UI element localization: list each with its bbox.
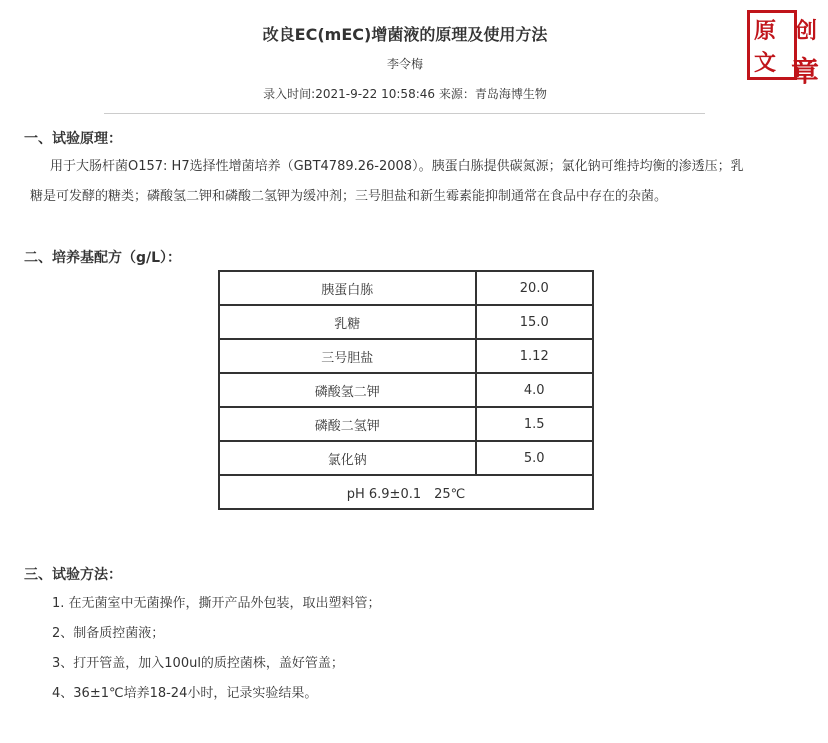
stamp-char-1: 原 — [754, 18, 777, 44]
table-row — [219, 339, 593, 373]
method-step: 1. 在无菌室中无菌操作，撕开产品外包装，取出塑料管； — [52, 596, 381, 611]
formula-table — [218, 270, 594, 510]
stamp-char-4: 章 — [791, 55, 820, 88]
principle-line-1: 用于大肠杆菌O157: H7选择性增菌培养（GBT4789.26-2008）。胰蛋白胨提供碳氮源；氯化钠可维持均衡的渗透压；乳 — [50, 159, 744, 174]
ingredient-value: 1.5 — [476, 407, 593, 441]
table-row — [219, 441, 593, 475]
section-heading-method: 三、试验方法： — [24, 567, 122, 583]
table-row — [219, 271, 593, 305]
section-heading-formula: 二、培养基配方（g/L）： — [24, 250, 182, 266]
article-author: 李令梅 — [386, 57, 423, 71]
ingredient-value: 20.0 — [476, 271, 593, 305]
section-heading-principle: 一、试验原理： — [24, 131, 122, 147]
ingredient-name: 乳糖 — [219, 305, 476, 339]
ingredient-name: 胰蛋白胨 — [219, 271, 476, 305]
method-step: 3、打开管盖，加入100ul的质控菌株，盖好管盖； — [52, 656, 344, 671]
ingredient-name: 磷酸二氢钾 — [219, 407, 476, 441]
principle-line-2: 糖是可发酵的糖类；磷酸氢二钾和磷酸二氢钾为缓冲剂；三号胆盐和新生霉素能抑制通常在食品中存在的杂菌。 — [30, 189, 668, 204]
original-article-stamp — [743, 4, 821, 90]
article-meta: 录入时间:2021-9-22 10:58:46 来源：青岛海博生物 — [263, 87, 547, 101]
ingredient-name: 磷酸氢二钾 — [219, 373, 476, 407]
ingredient-value: 1.12 — [476, 339, 593, 373]
article-title: 改良EC(mEC)增菌液的原理及使用方法 — [262, 25, 548, 44]
header-divider — [104, 113, 705, 114]
table-row — [219, 475, 593, 509]
table-row — [219, 305, 593, 339]
ingredient-name: 氯化钠 — [219, 441, 476, 475]
method-step: 2、制备质控菌液； — [52, 626, 165, 641]
stamp-char-3: 文 — [754, 50, 777, 76]
ph-footer-cell: pH 6.9±0.1 25℃ — [219, 475, 593, 509]
table-row — [219, 373, 593, 407]
ingredient-value: 5.0 — [476, 441, 593, 475]
ingredient-name: 三号胆盐 — [219, 339, 476, 373]
stamp-char-2: 创 — [795, 18, 818, 44]
ingredient-value: 15.0 — [476, 305, 593, 339]
ingredient-value: 4.0 — [476, 373, 593, 407]
table-row — [219, 407, 593, 441]
method-step: 4、36±1℃培养18-24小时，记录实验结果。 — [52, 686, 318, 701]
